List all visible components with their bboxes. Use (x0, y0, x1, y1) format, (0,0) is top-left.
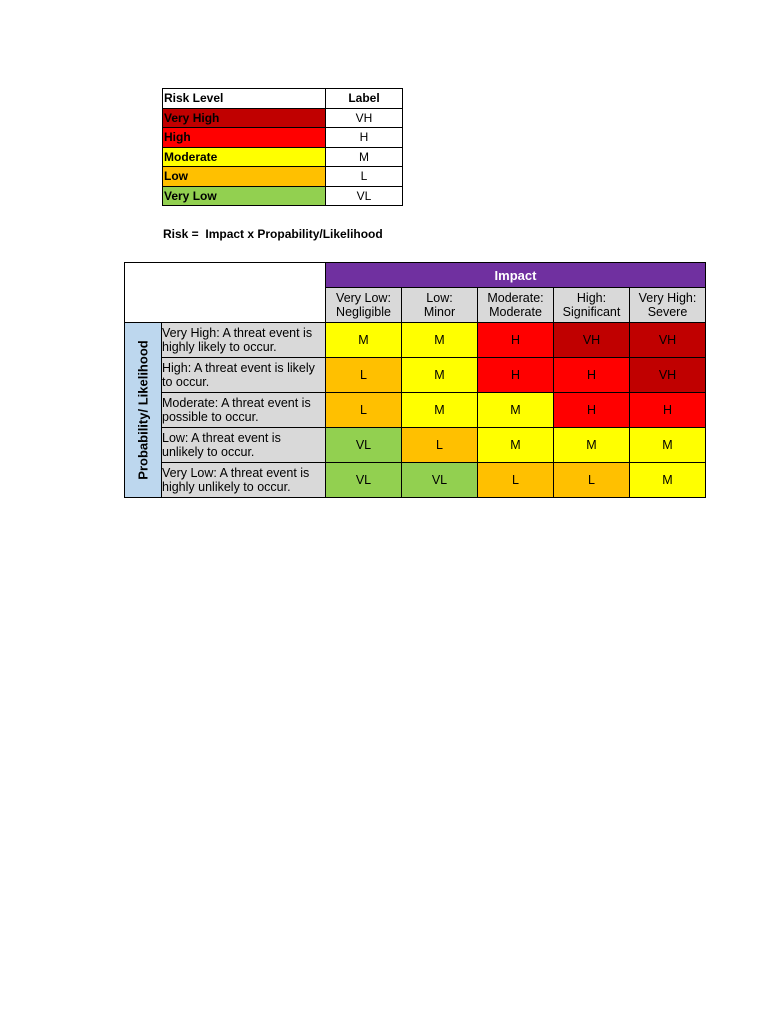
legend-row (163, 108, 403, 128)
matrix-cell: VL (326, 428, 402, 463)
matrix-cell: H (554, 393, 630, 428)
matrix-cell: L (402, 428, 478, 463)
probability-row-header (162, 393, 326, 428)
matrix-cell: VH (554, 323, 630, 358)
matrix-cell: M (554, 428, 630, 463)
legend-label: H (326, 128, 403, 148)
matrix-cell: H (478, 323, 554, 358)
impact-column-header (326, 288, 402, 323)
probability-side-header (125, 323, 162, 498)
matrix-cell: M (402, 393, 478, 428)
legend-row (163, 186, 403, 206)
matrix-cell: VH (630, 358, 706, 393)
legend-header-row (163, 89, 403, 109)
impact-title: Impact (326, 263, 706, 288)
matrix-row (125, 323, 706, 358)
matrix-cell: VH (630, 323, 706, 358)
column-header-line2: Minor (423, 305, 456, 319)
column-header-line2: Moderate (489, 305, 542, 319)
impact-column-header (478, 288, 554, 323)
column-header-line2: Severe (647, 305, 688, 319)
impact-column-header (402, 288, 478, 323)
matrix-row (125, 358, 706, 393)
legend-level: Moderate (163, 147, 326, 167)
matrix-cell: L (326, 393, 402, 428)
matrix-cell: M (478, 428, 554, 463)
matrix-impact-row (125, 263, 706, 288)
matrix-cell: H (554, 358, 630, 393)
probability-row-header (162, 358, 326, 393)
row-header-line1: High: A threat event is likely (162, 361, 315, 375)
legend-level: Very Low (163, 186, 326, 206)
risk-matrix (124, 262, 706, 498)
legend-level: Very High (163, 108, 326, 128)
risk-formula: Risk = Impact x Propability/Likelihood (163, 227, 383, 241)
legend-header-label: Label (326, 89, 403, 109)
row-header-line2: highly likely to occur. (162, 340, 277, 354)
matrix-cell: M (402, 358, 478, 393)
column-header-line1: High: (576, 291, 607, 305)
row-header-line1: Very High: A threat event is (162, 326, 313, 340)
column-header-line2: Negligible (336, 305, 391, 319)
probability-row-header (162, 428, 326, 463)
matrix-row (125, 463, 706, 498)
column-header-line1: Low: (426, 291, 453, 305)
matrix-corner (125, 263, 326, 323)
matrix-cell: H (630, 393, 706, 428)
legend-label: VH (326, 108, 403, 128)
matrix-row (125, 428, 706, 463)
column-header-line1: Moderate: (487, 291, 544, 305)
impact-column-header (554, 288, 630, 323)
matrix-cell: M (630, 428, 706, 463)
matrix-cell: L (478, 463, 554, 498)
column-header-line1: Very Low: (336, 291, 391, 305)
matrix-cell: M (630, 463, 706, 498)
matrix-cell: L (554, 463, 630, 498)
column-header-line1: Very High: (638, 291, 697, 305)
legend-level: High (163, 128, 326, 148)
legend-row (163, 167, 403, 187)
risk-level-legend (162, 88, 403, 206)
row-header-line2: unlikely to occur. (162, 445, 255, 459)
matrix-cell: M (326, 323, 402, 358)
matrix-cell: M (402, 323, 478, 358)
column-header-line2: Significant (562, 305, 621, 319)
impact-column-header (630, 288, 706, 323)
legend-label: L (326, 167, 403, 187)
row-header-line1: Low: A threat event is (162, 431, 281, 445)
matrix-cell: VL (326, 463, 402, 498)
legend-header-level: Risk Level (163, 89, 326, 109)
legend-label: M (326, 147, 403, 167)
row-header-line1: Very Low: A threat event is (162, 466, 310, 480)
row-header-line2: possible to occur. (162, 410, 259, 424)
legend-row (163, 147, 403, 167)
matrix-row (125, 393, 706, 428)
legend-row (163, 128, 403, 148)
probability-row-header (162, 463, 326, 498)
row-header-line2: to occur. (162, 375, 210, 389)
matrix-cell: VL (402, 463, 478, 498)
legend-label: VL (326, 186, 403, 206)
legend-level: Low (163, 167, 326, 187)
matrix-cell: L (326, 358, 402, 393)
probability-title: Probability/ Likelihood (135, 340, 151, 480)
matrix-cell: H (478, 358, 554, 393)
matrix-cell: M (478, 393, 554, 428)
row-header-line2: highly unlikely to occur. (162, 480, 291, 494)
probability-row-header (162, 323, 326, 358)
row-header-line1: Moderate: A threat event is (162, 396, 311, 410)
